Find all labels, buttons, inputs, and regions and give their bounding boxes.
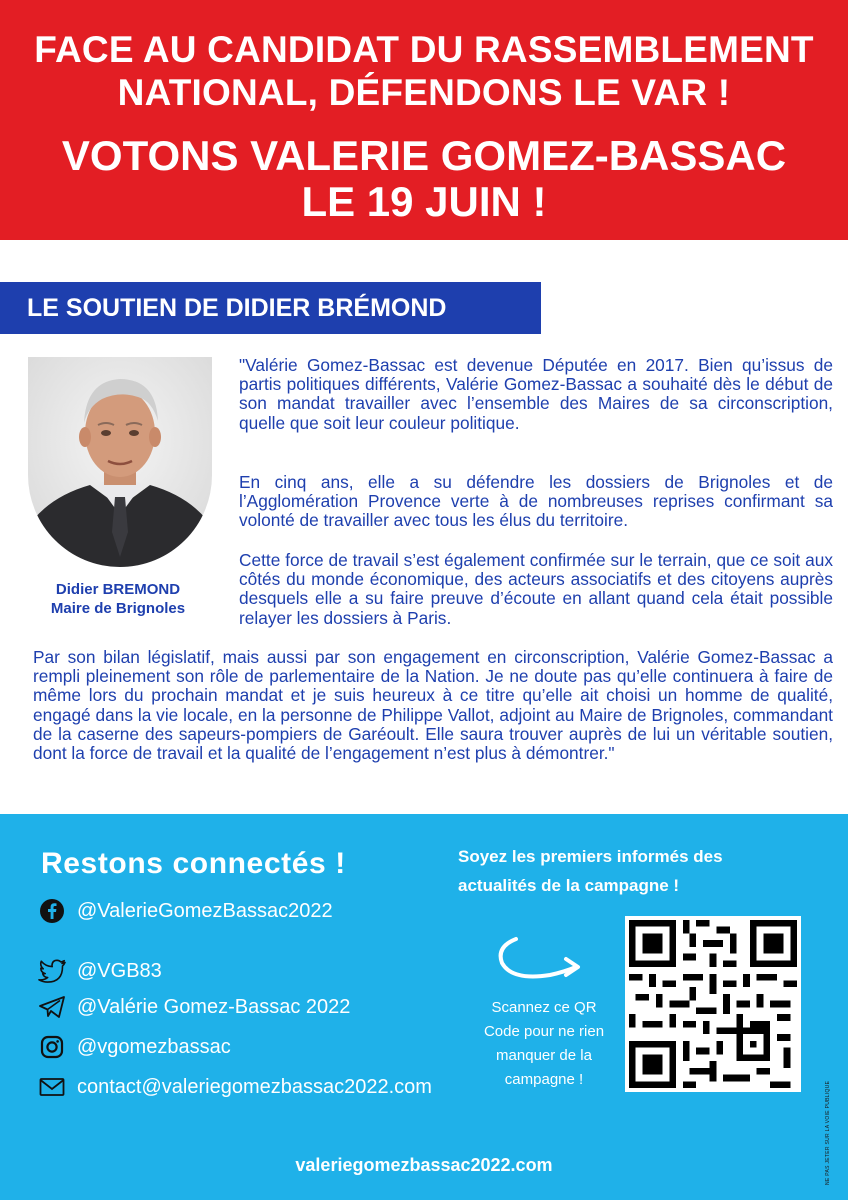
instagram-icon [37,1034,67,1060]
social-telegram-label: @Valérie Gomez-Bassac 2022 [77,996,351,1018]
qr-code[interactable] [625,916,801,1092]
scan-instructions: Scannez ce QR Code pour ne rien manquer de la campagne ! [483,999,605,1088]
quote-paragraph-3: Cette force de travail s’est également confirmée sur le terrain, que ce soit aux côtés du monde économique, des acteurs associatifs et des citoyens auprès desquels elle a su faire preuve d’écoute en allant quand cela était possible relayer les dossiers à Paris. [239,550,833,628]
social-telegram[interactable] [37,994,350,1020]
mail-icon [37,1074,67,1100]
vote-call-line-1: VOTONS VALERIE GOMEZ-BASSAC [61,132,787,179]
vote-call-line-2: LE 19 JUIN ! [301,178,547,225]
legal-notice: NE PAS JETER SUR LA VOIE PUBLIQUE [825,1080,831,1185]
social-twitter[interactable] [37,958,162,984]
headline-line-2: NATIONAL, DÉFENDONS LE VAR ! [117,72,731,113]
supporter-name: Didier BREMOND [55,581,181,598]
headline-line-1: FACE AU CANDIDAT DU RASSEMBLEMENT [34,29,814,70]
info-title-line-2: actualités de la campagne ! [458,876,680,895]
supporter-caption [18,580,218,618]
social-facebook[interactable] [37,898,333,924]
section-title: LE SOUTIEN DE DIDIER BRÉMOND [0,282,541,334]
social-facebook-label: @ValerieGomezBassac2022 [77,900,333,922]
quote-paragraph-1: "Valérie Gomez-Bassac est devenue Députée en 2017. Bien qu’issus de partis politiques différents, Valérie Gomez-Bassac a souhaité dès le début de son mandat travailler avec l’ensemble des Maires de sa circonscription, quelle que soit leur couleur politique. [239,355,833,433]
headline [0,28,848,114]
social-instagram[interactable] [37,1034,231,1060]
info-title [458,842,798,900]
quote-paragraph-4: Par son bilan législatif, mais aussi par son engagement en circonscription, Valérie Gomez-Bassac a rempli pleinement son rôle de parlementaire de la Nation. Je ne doute pas qu’elle continuera à faire de même lors du prochain mandat et je suis heureux à ce titre qu’elle ait choisi un homme de qualité, engagé dans la vie locale, en la personne de Philippe Vallot, adjoint au Maire de Brignoles, commandant de la caserne des sapeurs-pompiers de Garéoult. Elle saura trouver auprès de lui un véritable soutien, dont la force de travail et la qualité de l’engagement n’est plus à démontrer." [33,647,833,764]
supporter-role: Maire de Brignoles [50,600,186,617]
connect-title: Restons connectés ! [41,847,346,880]
supporter-portrait [28,357,212,567]
social-twitter-label: @VGB83 [77,960,162,982]
website-link[interactable]: valeriegomezbassac2022.com [295,1155,553,1175]
social-instagram-label: @vgomezbassac [77,1036,231,1058]
quote-paragraph-2: En cinq ans, elle a su défendre les dossiers de Brignoles et de l’Agglomération Provence verte à de nombreuses reprises confirmant sa volonté de travailler avec tous les élus du territoire. [239,472,833,531]
curved-arrow-icon [494,925,584,1000]
social-mail[interactable] [37,1074,432,1100]
twitter-icon [37,958,67,984]
header-banner [0,0,848,240]
info-title-line-1: Soyez les premiers informés des [458,847,723,866]
social-mail-label: contact@valeriegomezbassac2022.com [77,1076,432,1098]
facebook-icon [37,898,67,924]
telegram-icon [37,994,67,1020]
vote-call [0,133,848,225]
